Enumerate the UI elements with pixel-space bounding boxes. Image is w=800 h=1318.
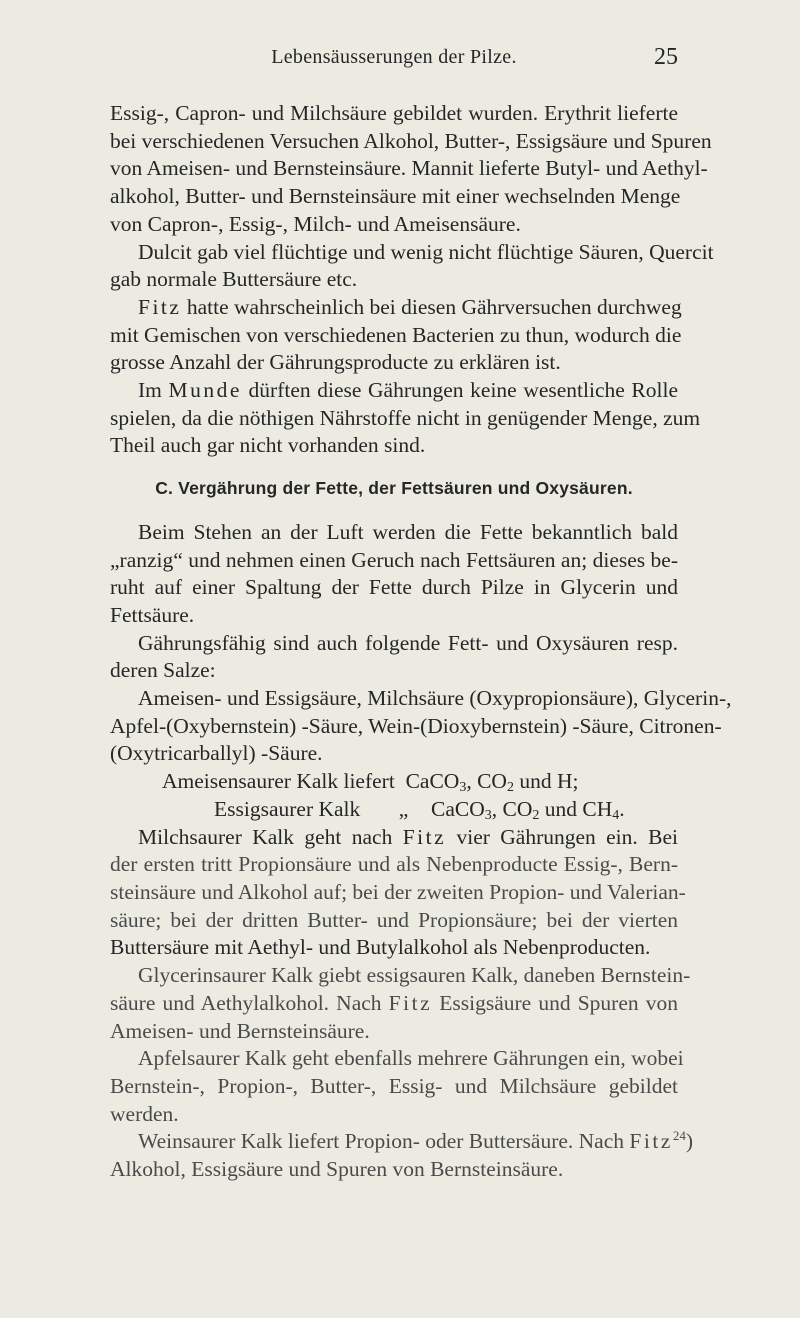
text-line: spielen, da die nöthigen Nährstoffe nicht in genügender Menge, zum (110, 405, 701, 430)
text-line: Weinsaurer Kalk liefert Propion- oder Buttersäure. Nach Fitz$^{24}$) (138, 1128, 694, 1154)
text-line: Ameisen- und Bernsteinsäure. (110, 1018, 370, 1043)
text-line: werden. (110, 1101, 179, 1126)
text-line: gab normale Buttersäure etc. (110, 267, 358, 292)
text-line: säure und Aethylalkohol. Nach Fitz Essigsäure und Spuren von (110, 990, 678, 1015)
paragraph (110, 100, 712, 239)
paragraph (110, 685, 732, 768)
body-text (110, 100, 732, 1184)
paragraph (110, 824, 686, 963)
page-header (110, 46, 678, 76)
text-line: Fettsäure. (110, 602, 195, 627)
paragraph (110, 1045, 684, 1128)
text-line: Theil auch gar nicht vorhanden sind. (110, 433, 426, 458)
footnote-ref: 24 (672, 1128, 686, 1144)
text-line: alkohol, Butter- und Bernsteinsäure mit einer wechselnden Menge (110, 184, 681, 209)
formula-line: Ameisensaurer Kalk liefert CaCO$_3$, $CO_2$ und H; (162, 769, 579, 796)
paragraph (110, 630, 678, 685)
text-line: Bernstein-, Propion-, Butter-, Essig- und Milchsäure gebildet (110, 1073, 678, 1098)
paragraph (110, 377, 701, 460)
running-title: Lebensäusserungen der Pilze. (271, 46, 517, 68)
text-line: von Capron-, Essig-, Milch- und Ameisensäure. (110, 211, 521, 236)
author-name: Fitz (629, 1129, 673, 1154)
text-line: Milchsaurer Kalk geht nach Fitz vier Gährungen ein. Bei (138, 824, 678, 849)
text-line: säure; bei der dritten Butter- und Propionsäure; bei der vierten (110, 907, 678, 932)
page-number: 25 (654, 44, 678, 70)
text-line: Ameisen- und Essigsäure, Milchsäure (Oxypropionsäure), Glycerin-, (138, 686, 732, 711)
paragraph (110, 1128, 694, 1183)
text-line: Beim Stehen an der Luft werden die Fette bekanntlich bald (138, 519, 678, 544)
text-line: steinsäure und Alkohol auf; bei der zweiten Propion- und Valerian- (110, 879, 686, 904)
ditto-mark: „ (398, 796, 409, 821)
formula-line: Essigsaurer Kalk „ CaCO$_3$, $CO_2$ und $CH_4$. (214, 796, 625, 823)
text-line: bei verschiedenen Versuchen Alkohol, Butter-, Essigsäure und Spuren (110, 128, 712, 153)
text-line: Apfel-(Oxybernstein) -Säure, Wein-(Dioxybernstein) -Säure, Citronen- (110, 713, 722, 738)
text-line: Apfelsaurer Kalk geht ebenfalls mehrere Gährungen ein, wobei (138, 1046, 684, 1071)
text-line: von Ameisen- und Bernsteinsäure. Mannit lieferte Butyl- und Aethyl- (110, 156, 708, 181)
author-name: Fitz (388, 990, 433, 1015)
author-name: Fitz (402, 824, 447, 849)
paragraph (110, 239, 714, 294)
text-line: mit Gemischen von verschiedenen Bacterien zu thun, wodurch die (110, 322, 682, 347)
text-line: Gährungsfähig sind auch folgende Fett- und Oxysäuren resp. (138, 630, 678, 655)
text-line: ruht auf einer Spaltung der Fette durch Pilze in Glycerin und (110, 575, 678, 600)
text-line: „ranzig“ und nehmen einen Geruch nach Fettsäuren an; dieses be- (110, 547, 678, 572)
text-line: Alkohol, Essigsäure und Spuren von Bernsteinsäure. (110, 1157, 564, 1182)
text-line: Im Munde dürften diese Gährungen keine wesentliche Rolle (138, 378, 678, 403)
text-line: (Oxytricarballyl) -Säure. (110, 741, 323, 766)
paragraph (110, 962, 691, 1045)
text-line: Glycerinsaurer Kalk giebt essigsauren Kalk, daneben Bernstein- (138, 963, 691, 988)
text-line: Fitz hatte wahrscheinlich bei diesen Gährversuchen durchweg (138, 294, 682, 319)
text-line: Dulcit gab viel flüchtige und wenig nicht flüchtige Säuren, Quercit (138, 239, 714, 264)
text-line: grosse Anzahl der Gährungsproducte zu erklären ist. (110, 350, 561, 375)
author-name: Fitz (138, 294, 182, 319)
section-heading: C. Vergährung der Fette, der Fettsäuren und Oxysäuren. (155, 478, 633, 499)
text-line: Essig-, Capron- und Milchsäure gebildet wurden. Erythrit lieferte (110, 101, 678, 125)
text-line: der ersten tritt Propionsäure und als Nebenproducte Essig-, Bern- (110, 852, 678, 877)
text-line: deren Salze: (110, 658, 216, 683)
text-line: Buttersäure mit Aethyl- und Butylalkohol als Nebenproducten. (110, 935, 651, 960)
emphasis: Munde (168, 378, 242, 403)
paragraph (110, 519, 678, 630)
paragraph (110, 294, 682, 377)
